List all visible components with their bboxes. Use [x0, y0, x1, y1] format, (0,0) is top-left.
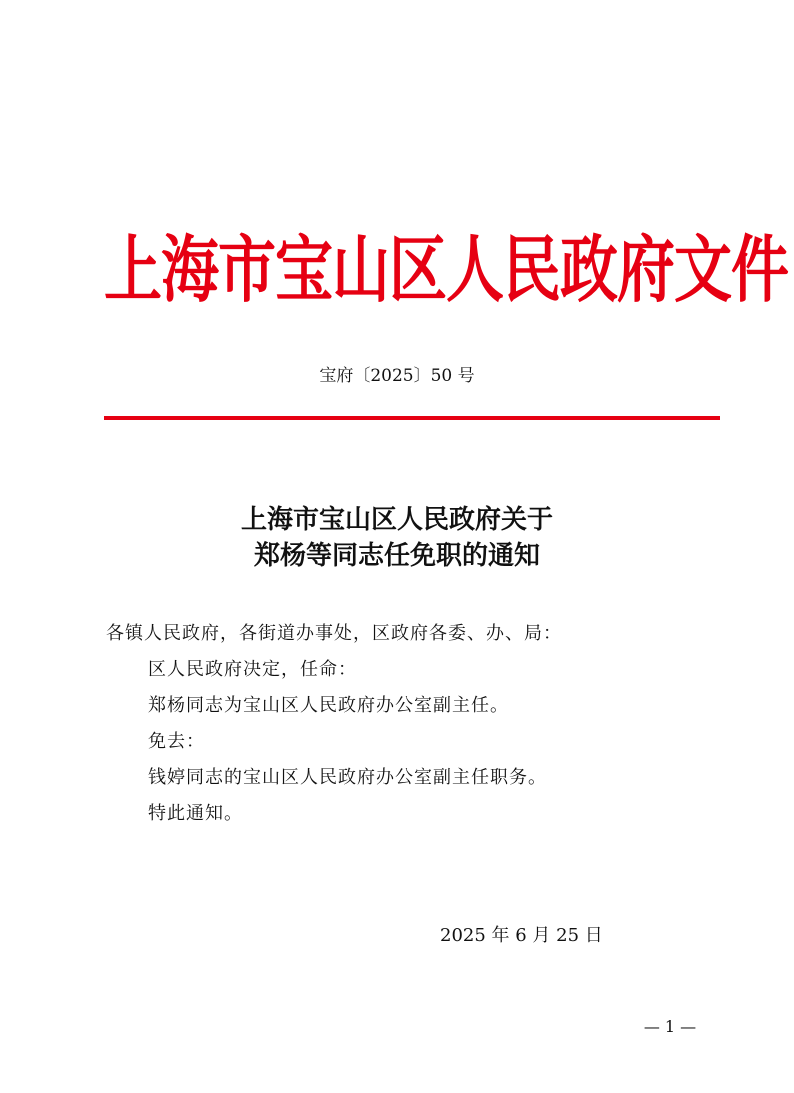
- recipients-line: 各镇人民政府，各街道办事处，区政府各委、办、局：: [106, 623, 562, 644]
- body-paragraph: 钱婷同志的宝山区人民政府办公室副主任职务。: [148, 767, 547, 788]
- document-title: [104, 502, 690, 574]
- document-date: 2025 年 6 月 25 日: [440, 925, 603, 946]
- body-paragraph: 免去：: [148, 731, 205, 752]
- document-title-line-2: 郑杨等同志任免职的通知: [253, 541, 540, 571]
- document-title-line-1: 上海市宝山区人民政府关于: [240, 505, 553, 535]
- document-body: [106, 616, 706, 832]
- body-paragraph: 郑杨同志为宝山区人民政府办公室副主任。: [148, 695, 509, 716]
- document-number: 宝府〔2025〕50 号: [319, 366, 475, 386]
- body-paragraph: 区人民政府决定，任命：: [148, 659, 357, 680]
- red-divider-line: [104, 416, 720, 420]
- masthead-title: 上海市宝山区人民政府文件: [104, 227, 789, 313]
- page-number: — 1 —: [643, 1017, 697, 1036]
- body-paragraph: 特此通知。: [148, 803, 243, 824]
